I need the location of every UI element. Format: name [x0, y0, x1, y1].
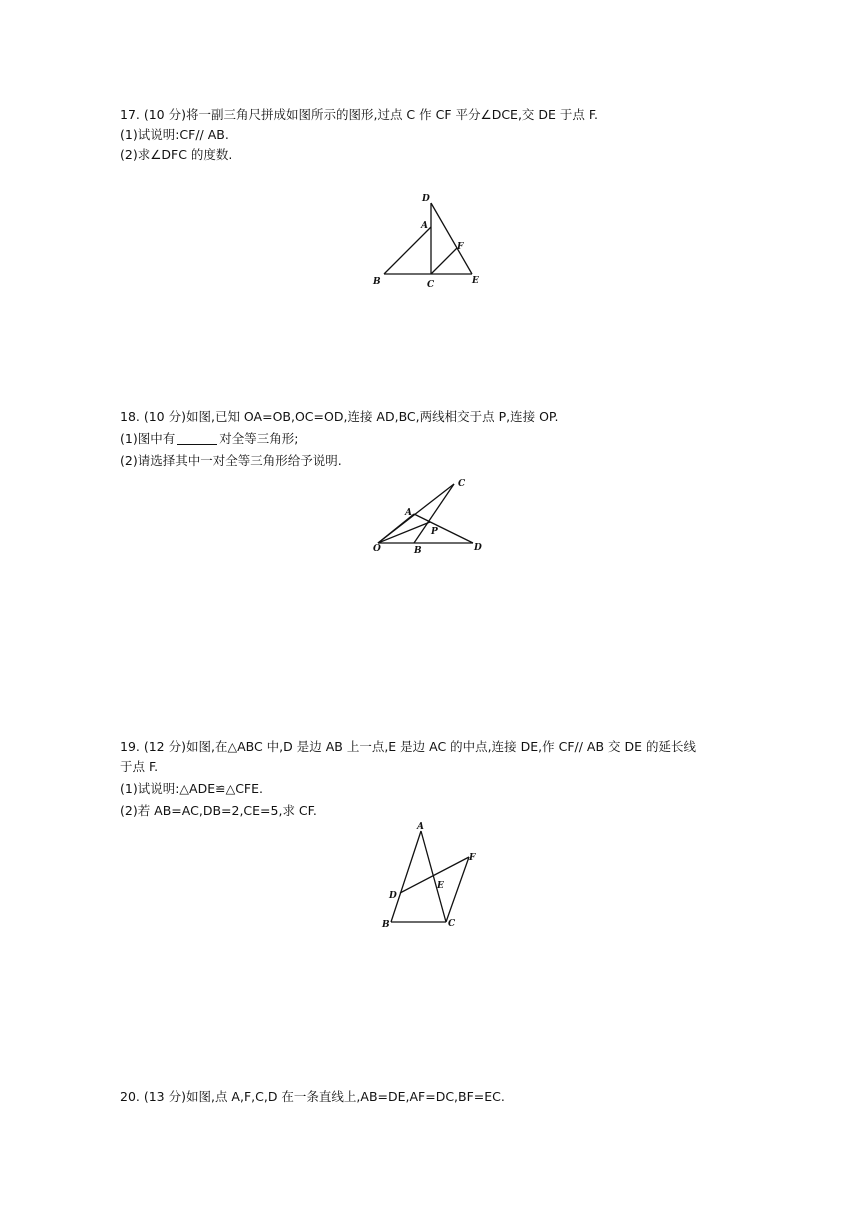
- q19-label-B: B: [382, 920, 390, 930]
- q17-label-F: F: [457, 242, 464, 252]
- q20-stem: 20. (13 分)如图,点 A,F,C,D 在一条直线上,AB=DE,AF=DC,BF=EC.: [120, 1089, 505, 1104]
- q17-label-C: C: [427, 280, 435, 290]
- q17-label-D: D: [422, 194, 430, 204]
- q18-label-D: D: [474, 543, 482, 553]
- q19-label-C: C: [448, 919, 456, 929]
- q19-label-D: D: [389, 891, 397, 901]
- q19-part2: (2)若 AB=AC,DB=2,CE=5,求 CF.: [120, 803, 317, 818]
- q17-stem: 17. (10 分)将一副三角尺拼成如图所示的图形,过点 C 作 CF 平分∠DCE,交 DE 于点 F.: [120, 107, 599, 122]
- q19-stem: 19. (12 分)如图,在△ABC 中,D 是边 AB 上一点,E 是边 AC 的中点,连接 DE,作 CF// AB 交 DE 的延长线: [120, 739, 696, 754]
- q18-figure: [360, 472, 500, 562]
- q19-label-A: A: [417, 822, 424, 832]
- q17-label-A: A: [421, 221, 428, 231]
- q18-stem: 18. (10 分)如图,已知 OA=OB,OC=OD,连接 AD,BC,两线相交于点 P,连接 OP.: [120, 409, 559, 424]
- q19-stem-cont: 于点 F.: [120, 759, 159, 774]
- answer-blank[interactable]: [177, 432, 217, 445]
- q18-label-O: O: [373, 544, 381, 554]
- q18-label-B: B: [414, 546, 422, 556]
- q18-label-C: C: [458, 479, 466, 489]
- q19-figure: [370, 818, 490, 938]
- q18-label-A: A: [405, 508, 412, 518]
- q18-part1-post: 对全等三角形;: [219, 431, 299, 446]
- q19-label-F: F: [469, 853, 476, 863]
- q17-label-E: E: [472, 276, 479, 286]
- q18-part2: (2)请选择其中一对全等三角形给予说明.: [120, 453, 342, 468]
- q17-part1: (1)试说明:CF// AB.: [120, 127, 229, 142]
- q17-part2: (2)求∠DFC 的度数.: [120, 147, 233, 162]
- q19-label-E: E: [437, 881, 444, 891]
- q18-label-P: P: [431, 527, 438, 537]
- q18-part1: [120, 430, 298, 448]
- q17-label-B: B: [373, 277, 381, 287]
- q18-part1-pre: (1)图中有: [120, 431, 176, 446]
- q19-part1: (1)试说明:△ADE≌△CFE.: [120, 781, 263, 796]
- q17-figure: [360, 188, 500, 298]
